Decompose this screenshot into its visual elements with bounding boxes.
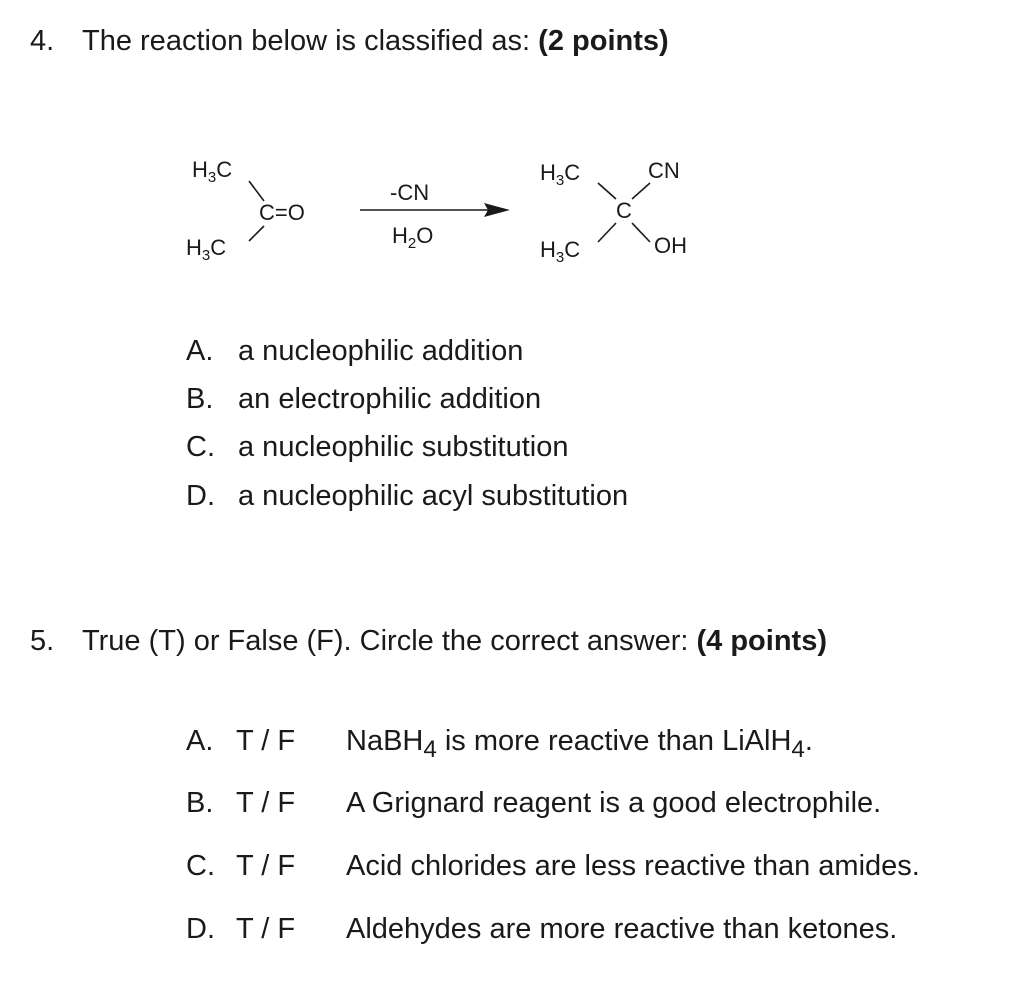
question-5-statement-d: D. T / F Aldehydes are more reactive than ketones.	[186, 913, 898, 945]
question-5-points: (4 points)	[696, 625, 827, 657]
reactant-carbonyl: C=O	[259, 200, 305, 225]
reagent-water: $H_2O$	[392, 223, 434, 252]
question-5-text: True (T) or False (F). Circle the correct answer:	[82, 625, 689, 657]
reagent-cyanide: -CN	[390, 180, 430, 205]
question-5-statement-b: B. T / F A Grignard reagent is a good electrophile.	[186, 787, 882, 819]
reactant-bond-bottom	[249, 226, 264, 241]
reactant-top-methyl: $H_3C$	[192, 157, 233, 186]
question-4-heading	[30, 27, 669, 56]
true-false-choice[interactable]: T / F	[236, 787, 296, 819]
question-4-option-d: D. a nucleophilic acyl substitution	[186, 480, 629, 512]
product-central-carbon: C	[616, 198, 632, 223]
true-false-choice[interactable]: T / F	[236, 725, 296, 757]
reactant-bottom-methyl: $H_3C$	[186, 235, 227, 264]
product-bottom-methyl: $H_3C$	[540, 237, 581, 266]
question-5-statement-c: C. T / F Acid chlorides are less reactive than amides.	[186, 850, 920, 882]
product-bond-top-left	[598, 183, 616, 199]
question-4-points: (2 points)	[538, 25, 669, 57]
question-4-text: The reaction below is classified as:	[82, 25, 531, 57]
question-5-heading	[30, 627, 827, 656]
question-4-option-c: C. a nucleophilic substitution	[186, 431, 569, 463]
product-cyano-group: CN	[648, 158, 680, 183]
question-5-statement-a: A. T / F NaBH$_4$ is more reactive than LiAlH$_4$.	[186, 725, 813, 763]
product-hydroxyl-group: OH	[654, 233, 687, 258]
true-false-choice[interactable]: T / F	[236, 913, 296, 945]
product-bond-bottom-left	[598, 223, 616, 242]
question-5-number: 5.	[30, 625, 55, 657]
question-4-option-b: B. an electrophilic addition	[186, 383, 542, 415]
question-4-option-a: A. a nucleophilic addition	[186, 335, 524, 367]
product-bond-bottom-right	[632, 223, 650, 242]
reactant-bond-top	[249, 181, 264, 201]
question-4-number: 4.	[30, 25, 55, 57]
reaction-scheme	[170, 145, 730, 280]
product-top-methyl: $H_3C$	[540, 160, 581, 189]
true-false-choice[interactable]: T / F	[236, 850, 296, 882]
product-bond-top-right	[632, 183, 650, 199]
